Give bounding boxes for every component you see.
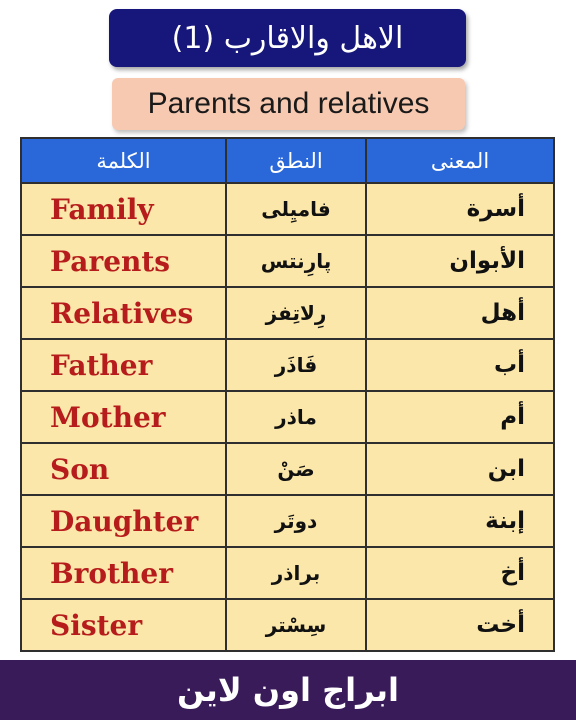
- pronunciation: براذر: [226, 547, 366, 599]
- table-row: [21, 547, 554, 599]
- arabic-meaning: الأبوان: [366, 235, 554, 287]
- table-row: [21, 287, 554, 339]
- page-title: [109, 9, 466, 67]
- english-word: Son: [21, 443, 226, 495]
- page-subtitle: [112, 78, 465, 130]
- english-word: Daughter: [21, 495, 226, 547]
- arabic-meaning: ابن: [366, 443, 554, 495]
- arabic-meaning: أخت: [366, 599, 554, 651]
- table-row: [21, 391, 554, 443]
- arabic-meaning: أسرة: [366, 183, 554, 235]
- page-title-text: الاهل والاقارب (1): [171, 20, 404, 56]
- table-header-row: [21, 138, 554, 183]
- pronunciation: صَنْ: [226, 443, 366, 495]
- table-row: [21, 235, 554, 287]
- arabic-meaning: إبنة: [366, 495, 554, 547]
- pronunciation: فَاذَر: [226, 339, 366, 391]
- table-row: [21, 443, 554, 495]
- column-header-pronunciation: النطق: [226, 138, 366, 183]
- english-word: Mother: [21, 391, 226, 443]
- pronunciation: فاميِلى: [226, 183, 366, 235]
- pronunciation: دوتَر: [226, 495, 366, 547]
- arabic-meaning: أم: [366, 391, 554, 443]
- pronunciation: سِسْتر: [226, 599, 366, 651]
- english-word: Relatives: [21, 287, 226, 339]
- column-header-word: الكلمة: [21, 138, 226, 183]
- pronunciation: ماذر: [226, 391, 366, 443]
- arabic-meaning: أهل: [366, 287, 554, 339]
- english-word: Brother: [21, 547, 226, 599]
- table-row: [21, 183, 554, 235]
- table-row: [21, 599, 554, 651]
- pronunciation: پارِنتس: [226, 235, 366, 287]
- arabic-meaning: أب: [366, 339, 554, 391]
- english-word: Sister: [21, 599, 226, 651]
- footer-brand-text: ابراج اون لاين: [177, 671, 400, 709]
- english-word: Family: [21, 183, 226, 235]
- pronunciation: رِلاتِفز: [226, 287, 366, 339]
- arabic-meaning: أخ: [366, 547, 554, 599]
- english-word: Father: [21, 339, 226, 391]
- table-row: [21, 495, 554, 547]
- vocabulary-table: [20, 137, 555, 652]
- table-row: [21, 339, 554, 391]
- english-word: Parents: [21, 235, 226, 287]
- column-header-meaning: المعنى: [366, 138, 554, 183]
- page-subtitle-text: Parents and relatives: [147, 87, 430, 120]
- footer-banner: [0, 660, 576, 720]
